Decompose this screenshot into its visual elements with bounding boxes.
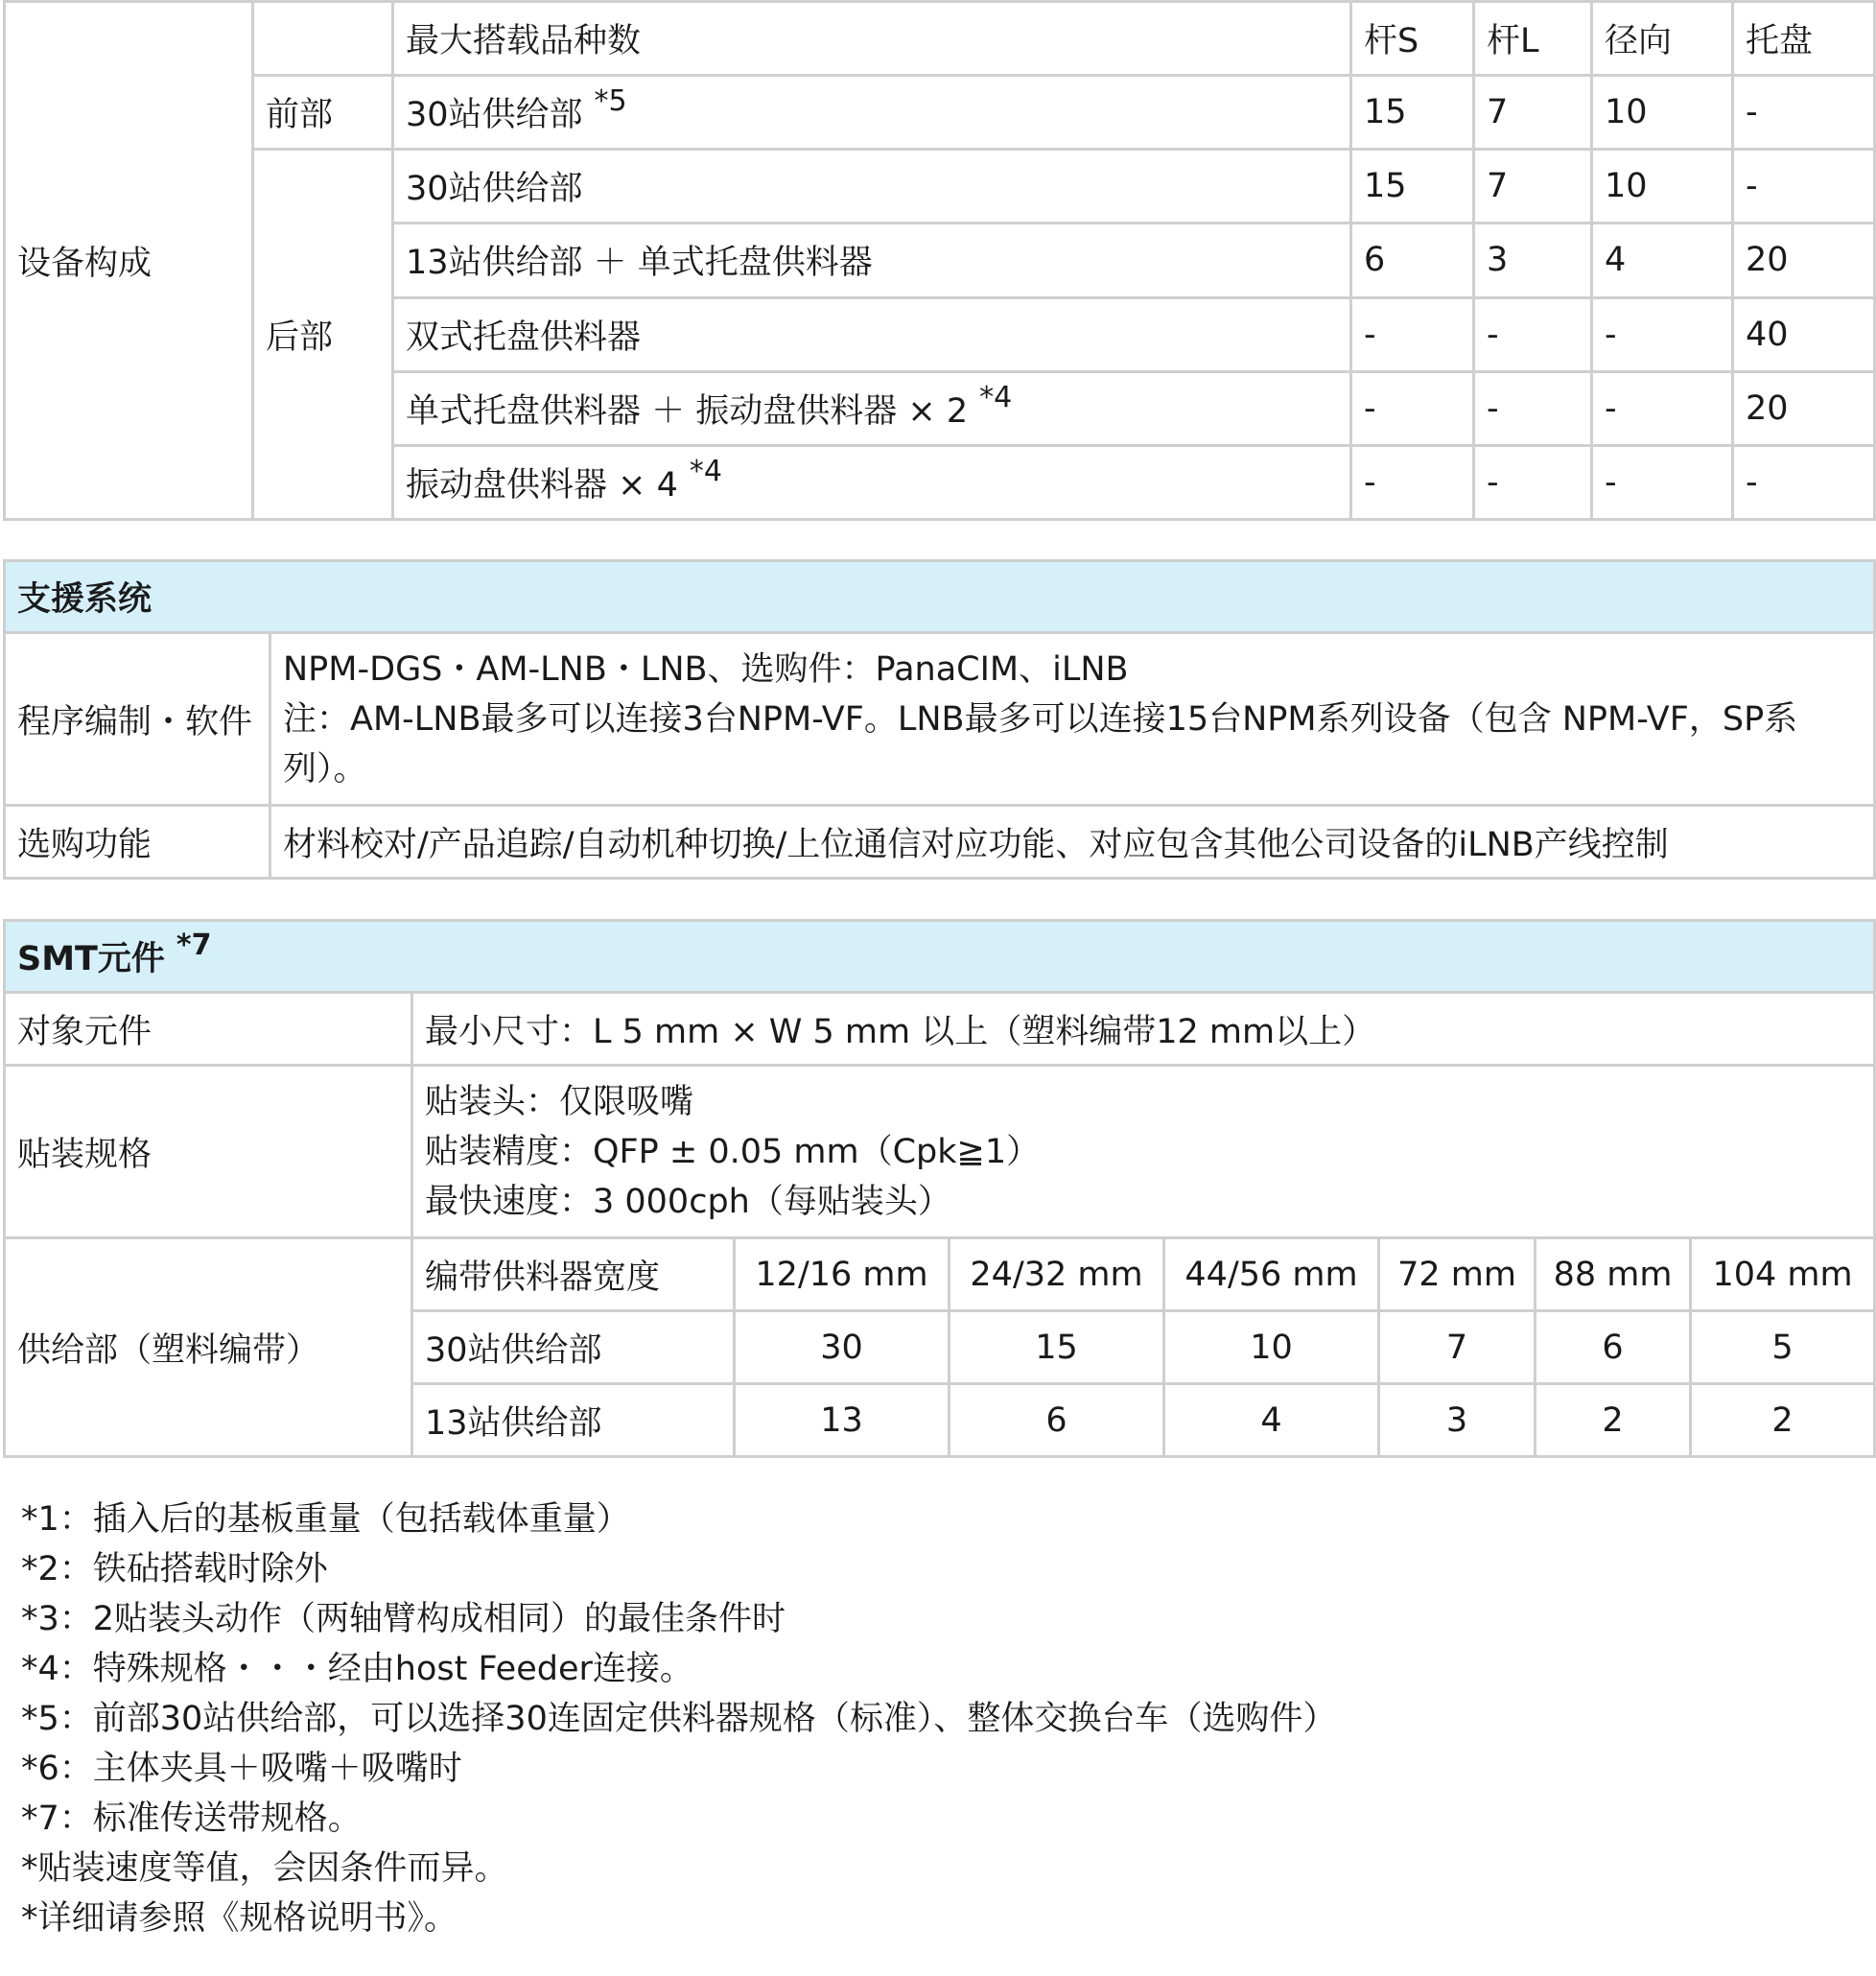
cell-value: 10 xyxy=(1164,1311,1379,1384)
support-system-table xyxy=(3,559,1876,880)
footnote: *贴装速度等值，会因条件而异。 xyxy=(21,1849,508,1888)
row-content: 材料校对/产品追踪/自动机种切换/上位通信对应功能、对应包含其他公司设备的iLNB产线控制 xyxy=(270,806,1875,879)
table-row xyxy=(5,76,1875,150)
row-label: 贴装规格 xyxy=(5,1066,412,1238)
cell-value: - xyxy=(1474,371,1592,445)
footnote: *5：前部30站供给部，可以选择30连固定供料器规格（标准）、整体交换台车（选购件） xyxy=(21,1700,1337,1738)
footnote: *3：2贴装头动作（两轴臂构成相同）的最佳条件时 xyxy=(21,1600,786,1638)
footnote-ref: *4 xyxy=(689,454,722,488)
cell-value: 2 xyxy=(1536,1384,1691,1457)
table-row xyxy=(5,993,1875,1066)
row-name: 双式托盘供料器 xyxy=(393,297,1351,371)
row-content: 最小尺寸：L 5 mm × W 5 mm 以上（塑料编带12 mm以上） xyxy=(412,993,1875,1066)
table-row xyxy=(5,1238,1875,1311)
row-name: 13站供给部 ＋ 单式托盘供料器 xyxy=(393,223,1351,297)
row-name-text: 单式托盘供料器 ＋ 振动盘供料器 × 2 xyxy=(406,391,969,431)
empty-cell xyxy=(253,2,393,76)
content-line: 最快速度：3 000cph（每贴装头） xyxy=(425,1182,951,1221)
width-header: 104 mm xyxy=(1691,1238,1875,1311)
content-line: 贴装精度：QFP ± 0.05 mm（Cpk≧1） xyxy=(425,1132,1041,1171)
cell-value: - xyxy=(1474,445,1592,519)
row-name-text: 振动盘供料器 × 4 xyxy=(406,465,678,505)
cell-value: - xyxy=(1592,371,1733,445)
config-header-row xyxy=(5,2,1875,76)
content-line: NPM-DGS・AM-LNB・LNB、选购件：PanaCIM、iLNB xyxy=(283,649,1129,689)
footnote-ref: *5 xyxy=(594,84,627,119)
row-label: 供给部（塑料编带） xyxy=(5,1238,412,1457)
col-header-radial: 径向 xyxy=(1592,2,1733,76)
cell-value: 20 xyxy=(1733,371,1875,445)
width-header: 24/32 mm xyxy=(950,1238,1164,1311)
cell-value: 5 xyxy=(1691,1311,1875,1384)
cell-value: - xyxy=(1351,445,1474,519)
equipment-config-table xyxy=(3,0,1876,521)
cell-value: 13 xyxy=(735,1384,950,1457)
cell-value: 7 xyxy=(1379,1311,1536,1384)
content-line: 注：AM-LNB最多可以连接3台NPM-VF。LNB最多可以连接15台NPM系列设备（包含 NPM-VF，SP系 xyxy=(283,699,1798,739)
cell-value: 15 xyxy=(1351,76,1474,150)
cell-value: 20 xyxy=(1733,223,1875,297)
content-line: 列）。 xyxy=(283,749,367,788)
col-header-tray: 托盘 xyxy=(1733,2,1875,76)
section-title: 支援系统 xyxy=(5,561,1875,633)
section-title xyxy=(5,921,1875,993)
footnote: *2：铁砧搭载时除外 xyxy=(21,1550,328,1588)
cell-value: - xyxy=(1733,445,1875,519)
cell-value: 4 xyxy=(1164,1384,1379,1457)
cell-value: 6 xyxy=(1536,1311,1691,1384)
cell-value: 4 xyxy=(1592,223,1733,297)
row-content xyxy=(412,1066,1875,1238)
cell-value: 7 xyxy=(1474,150,1592,223)
row-name: 30站供给部 xyxy=(412,1311,735,1384)
footnote: *1：插入后的基板重量（包括载体重量） xyxy=(21,1500,630,1539)
supply-header-label: 编带供料器宽度 xyxy=(412,1238,735,1311)
cell-value: 6 xyxy=(1351,223,1474,297)
width-header: 44/56 mm xyxy=(1164,1238,1379,1311)
width-header: 12/16 mm xyxy=(735,1238,950,1311)
cell-value: 40 xyxy=(1733,297,1875,371)
section-title-text: SMT元件 xyxy=(17,940,165,978)
cell-value: - xyxy=(1733,76,1875,150)
footnote-ref: *4 xyxy=(979,380,1013,414)
row-name xyxy=(393,76,1351,150)
row-name: 30站供给部 xyxy=(393,150,1351,223)
footnote: *6：主体夹具＋吸嘴＋吸嘴时 xyxy=(21,1750,462,1788)
cell-value: - xyxy=(1733,150,1875,223)
footnote: *7：标准传送带规格。 xyxy=(21,1800,362,1838)
table-row xyxy=(5,1066,1875,1238)
cell-value: 10 xyxy=(1592,76,1733,150)
footnotes xyxy=(21,1494,1336,1943)
footnote-ref: *7 xyxy=(176,929,212,962)
col-header-rod-s: 杆S xyxy=(1351,2,1474,76)
cell-value: - xyxy=(1592,297,1733,371)
row-name xyxy=(393,445,1351,519)
row-label: 对象元件 xyxy=(5,993,412,1066)
footnote: *详细请参照《规格说明书》。 xyxy=(21,1899,458,1938)
front-label: 前部 xyxy=(253,76,393,150)
row-name xyxy=(393,371,1351,445)
footnote: *4：特殊规格・・・经由host Feeder连接。 xyxy=(21,1650,693,1688)
rear-label: 后部 xyxy=(253,150,393,520)
table-row xyxy=(5,633,1875,806)
row-label: 程序编制・软件 xyxy=(5,633,270,806)
cell-value: - xyxy=(1351,297,1474,371)
table-row xyxy=(5,150,1875,223)
config-header-label: 最大搭载品种数 xyxy=(393,2,1351,76)
width-header: 88 mm xyxy=(1536,1238,1691,1311)
cell-value: - xyxy=(1351,371,1474,445)
smt-components-table xyxy=(3,919,1876,1458)
width-header: 72 mm xyxy=(1379,1238,1536,1311)
cell-value: 6 xyxy=(950,1384,1164,1457)
config-row-label: 设备构成 xyxy=(5,2,253,520)
table-row xyxy=(5,806,1875,879)
cell-value: 15 xyxy=(1351,150,1474,223)
cell-value: 2 xyxy=(1691,1384,1875,1457)
cell-value: 3 xyxy=(1379,1384,1536,1457)
row-name: 13站供给部 xyxy=(412,1384,735,1457)
row-name-text: 30站供给部 xyxy=(406,96,583,135)
cell-value: 10 xyxy=(1592,150,1733,223)
row-content xyxy=(270,633,1875,806)
cell-value: - xyxy=(1592,445,1733,519)
row-label: 选购功能 xyxy=(5,806,270,879)
cell-value: 7 xyxy=(1474,76,1592,150)
col-header-rod-l: 杆L xyxy=(1474,2,1592,76)
cell-value: 3 xyxy=(1474,223,1592,297)
cell-value: 15 xyxy=(950,1311,1164,1384)
cell-value: 30 xyxy=(735,1311,950,1384)
cell-value: - xyxy=(1474,297,1592,371)
content-line: 贴装头：仅限吸嘴 xyxy=(425,1082,694,1121)
